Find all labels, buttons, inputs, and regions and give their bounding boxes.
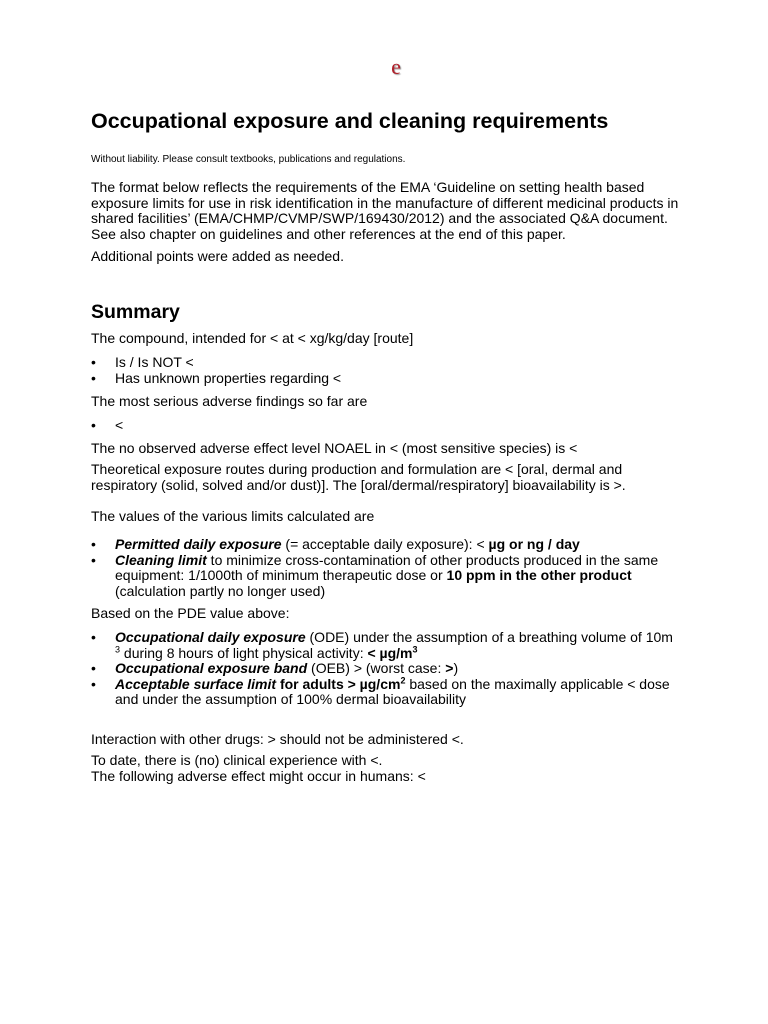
company-logo: e <box>391 54 401 79</box>
properties-list <box>91 355 691 386</box>
cleaning-bold: 10 ppm in the other product <box>446 567 632 584</box>
oeb-value: > <box>445 660 454 677</box>
asl-sup: 2 <box>400 675 406 686</box>
list-item: • Is / Is NOT < <box>91 355 691 371</box>
pde-text: (= acceptable daily exposure): < <box>281 536 489 552</box>
exposure-routes: Theoretical exposure routes during production and formulation are < [oral, dermal and respiratory (solid, solved and/or dust)]. The [oral/dermal/respiratory] bioavailability is >. <box>91 461 626 493</box>
cleaning-limit-item <box>91 553 691 600</box>
ode-unit: < µg/m <box>367 644 413 661</box>
cleaning-text: to minimize cross-contamination of other products produced in the same equipment: 1/1000th of minimum therapeutic dose or <box>115 551 659 584</box>
ode-text-a: (ODE) under the assumption of a breathing volume of 10m <box>305 629 673 645</box>
ode-item <box>91 630 691 661</box>
ode-term: Occupational daily exposure <box>115 629 306 645</box>
pde-intro: Based on the PDE value above: <box>91 605 290 621</box>
intro-paragraph: The format below reflects the requirements of the EMA ‘Guideline on setting health based exposure limits for use in risk identification in the manufacture of different medicinal products in shared facilities’ (EMA/CHMP/CVMP/SWP/169430/2012) and the associated Q&A document. See also chapter on guidelines and other references at the end of this paper. <box>91 179 679 242</box>
limits-list <box>91 537 691 599</box>
list-item: • < <box>91 418 691 434</box>
pde-unit: µg or ng / day <box>488 536 580 552</box>
compound-line: The compound, intended for < at < xg/kg/day [route] <box>91 330 414 346</box>
asl-item <box>91 677 691 708</box>
cleaning-term: Cleaning limit <box>115 551 207 568</box>
ode-unit-sup: 3 <box>412 643 418 654</box>
ode-sup: 3 <box>115 643 121 654</box>
asl-bold: for adults > µg/cm <box>276 675 401 692</box>
pde-term: Permitted daily exposure <box>115 536 282 552</box>
clinical-line: To date, there is (no) clinical experience with <. <box>91 752 383 768</box>
cleaning-tail: (calculation partly no longer used) <box>115 582 326 599</box>
oeb-item <box>91 661 691 677</box>
summary-heading: Summary <box>91 301 180 323</box>
interaction-line: Interaction with other drugs: > should not be administered <. <box>91 731 464 747</box>
pde-based-list <box>91 630 691 708</box>
page-title: Occupational exposure and cleaning requirements <box>91 109 609 133</box>
ode-text-b: during 8 hours of light physical activity: <box>120 644 368 661</box>
adverse-intro: The most serious adverse findings so far are <box>91 393 368 409</box>
adverse-list <box>91 418 691 434</box>
oeb-term: Occupational exposure band <box>115 660 308 677</box>
human-effects-line: The following adverse effect might occur in humans: < <box>91 768 426 784</box>
asl-term: Acceptable surface limit <box>115 675 277 692</box>
disclaimer: Without liability. Please consult textbooks, publications and regulations. <box>91 154 406 165</box>
pde-item <box>91 537 691 553</box>
intro-additional-note: Additional points were added as needed. <box>91 248 344 264</box>
noael-line: The no observed adverse effect level NOAEL in < (most sensitive species) is < <box>91 440 578 456</box>
asl-text: based on the maximally applicable < dose and under the assumption of 100% dermal bioavailability <box>115 675 670 708</box>
oeb-close: ) <box>453 660 459 677</box>
list-item: • Has unknown properties regarding < <box>91 371 691 387</box>
oeb-text: (OEB) > (worst case: <box>307 660 446 677</box>
limits-intro: The values of the various limits calculated are <box>91 508 375 524</box>
